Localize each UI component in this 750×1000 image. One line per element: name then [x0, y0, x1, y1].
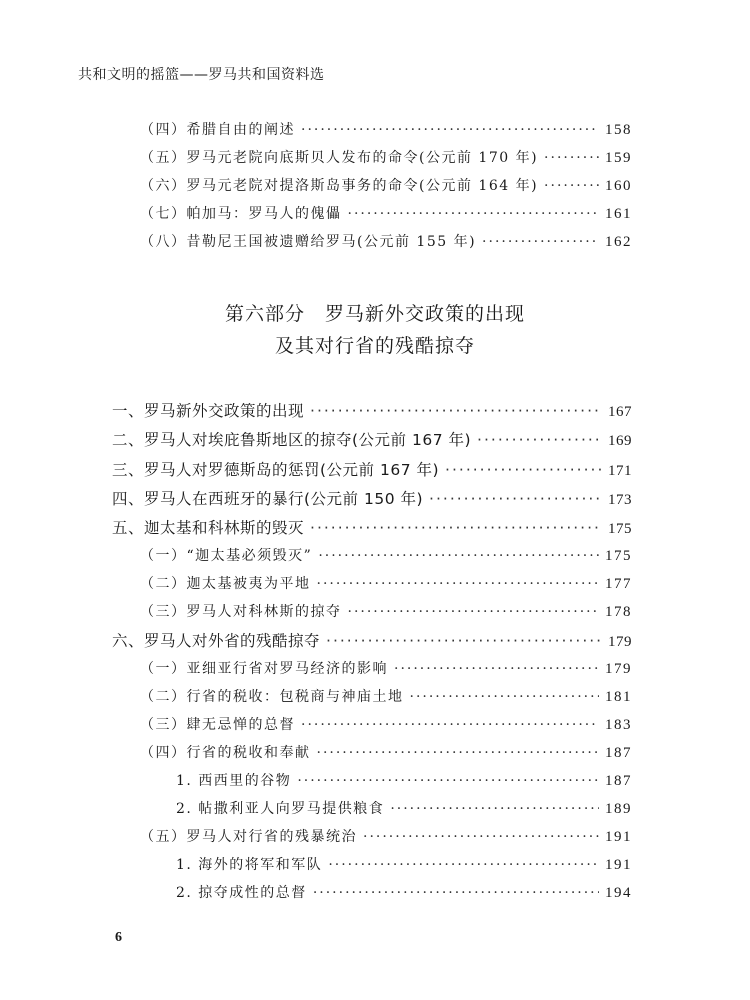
- toc-entry-page: 175: [608, 521, 632, 537]
- toc-entry: [176, 854, 632, 876]
- toc-entry-title: 2. 帖撒利亚人向罗马提供粮食: [176, 801, 385, 817]
- toc-entry-title: 六、罗马人对外省的残酷掠夺: [112, 632, 321, 650]
- toc-entry: [140, 203, 632, 225]
- toc-entry: [140, 601, 632, 623]
- toc-leader: [297, 773, 599, 789]
- toc-entry: [140, 658, 632, 680]
- toc-leader: [318, 548, 599, 564]
- toc-entry: [112, 487, 632, 509]
- toc-entry-page: 177: [605, 576, 632, 592]
- toc-leader: [310, 402, 602, 420]
- toc-entry-title: （三）罗马人对科林斯的掠夺: [140, 604, 342, 620]
- toc-entry-title: （五）罗马元老院向底斯贝人发布的命令(公元前 170 年): [140, 150, 539, 166]
- toc-leader: [328, 857, 599, 873]
- toc-entry-page: 191: [605, 829, 632, 845]
- toc-entry: [140, 147, 632, 169]
- toc-entry-title: 1. 西西里的谷物: [176, 773, 292, 789]
- page-number: 6: [115, 930, 122, 945]
- toc-entry-title: （八）昔勒尼王国被遗赠给罗马(公元前 155 年): [140, 234, 477, 250]
- toc-entry: [112, 428, 632, 450]
- running-head: 共和文明的摇篮——罗马共和国资料选: [78, 67, 325, 83]
- toc-entry-title: （六）罗马元老院对提洛斯岛事务的命令(公元前 164 年): [140, 178, 539, 194]
- toc-leader: [394, 661, 599, 677]
- toc-entry: [176, 798, 632, 820]
- toc-leader: [317, 576, 600, 592]
- toc-entry-page: 183: [605, 717, 632, 733]
- toc-entry: [140, 686, 632, 708]
- toc-leader: [410, 689, 600, 705]
- toc-leader: [348, 206, 600, 222]
- toc-leader: [326, 632, 602, 650]
- toc-entry-page: 169: [608, 433, 632, 449]
- toc-entry-page: 187: [605, 745, 632, 761]
- toc-entry: [176, 770, 632, 792]
- toc-entry-title: 2. 掠夺成性的总督: [176, 885, 307, 901]
- toc-entry-page: 173: [608, 492, 632, 508]
- toc-leader: [310, 519, 602, 537]
- toc-entry-title: （四）希腊自由的阐述: [140, 122, 295, 138]
- toc-entry-page: 179: [605, 661, 632, 677]
- toc-leader: [477, 431, 602, 449]
- toc-entry-page: 187: [605, 773, 632, 789]
- toc-entry-title: （七）帕加马：罗马人的傀儡: [140, 206, 342, 222]
- toc-leader: [544, 178, 599, 194]
- toc-entry-page: 189: [605, 801, 632, 817]
- toc-entry-title: （五）罗马人对行省的残暴统治: [140, 829, 357, 845]
- toc-entry-page: 179: [608, 634, 632, 650]
- toc-leader: [482, 234, 599, 250]
- toc-leader: [544, 150, 599, 166]
- toc-entry: [140, 573, 632, 595]
- toc-entry-title: 二、罗马人对埃庇鲁斯地区的掠夺(公元前 167 年): [112, 431, 472, 449]
- toc-entry-page: 171: [608, 463, 632, 479]
- toc-entry-title: 五、迦太基和科林斯的毁灭: [112, 519, 305, 537]
- toc-entry: [140, 175, 632, 197]
- toc-entry-page: 191: [605, 857, 632, 873]
- toc-entry-title: （二）行省的税收：包税商与神庙土地: [140, 689, 404, 705]
- toc-entry-title: 1. 海外的将军和军队: [176, 857, 323, 873]
- toc-entry-title: （一）亚细亚行省对罗马经济的影响: [140, 661, 388, 677]
- toc-entry: [176, 882, 632, 904]
- toc-leader: [301, 122, 599, 138]
- toc-leader: [429, 490, 602, 508]
- toc-leader: [313, 885, 599, 901]
- toc-entry-title: （二）迦太基被夷为平地: [140, 576, 311, 592]
- toc-entry: [140, 826, 632, 848]
- toc-entry-title: 一、罗马新外交政策的出现: [112, 402, 305, 420]
- toc-entry-page: 175: [605, 548, 632, 564]
- toc-leader: [445, 461, 602, 479]
- toc-entry: [112, 399, 632, 421]
- toc-entry-page: 161: [605, 206, 632, 222]
- toc-leader: [317, 745, 600, 761]
- toc-entry: [112, 629, 632, 651]
- toc-entry-title: （三）肆无忌惮的总督: [140, 717, 295, 733]
- toc-entry-page: 162: [605, 234, 632, 250]
- part-subtitle: 及其对行省的残酷掠夺: [274, 335, 475, 357]
- toc-entry-title: 三、罗马人对罗德斯岛的惩罚(公元前 167 年): [112, 461, 440, 479]
- toc-entry-page: 160: [605, 178, 632, 194]
- toc-entry-title: 四、罗马人在西班牙的暴行(公元前 150 年): [112, 490, 424, 508]
- toc-entry-title: （一）“迦太基必须毁灭”: [140, 548, 313, 564]
- toc-entry: [140, 545, 632, 567]
- toc-leader: [390, 801, 599, 817]
- toc-entry-page: 194: [605, 885, 632, 901]
- toc-entry: [140, 231, 632, 253]
- toc-entry-page: 178: [605, 604, 632, 620]
- toc-leader: [301, 717, 599, 733]
- toc-entry: [112, 516, 632, 538]
- toc-entry: [140, 119, 632, 141]
- toc-entry-page: 158: [605, 122, 632, 138]
- toc-entry: [140, 742, 632, 764]
- toc-entry: [140, 714, 632, 736]
- toc-entry-page: 167: [608, 404, 632, 420]
- toc-leader: [363, 829, 599, 845]
- toc-entry-page: 181: [605, 689, 632, 705]
- toc-entry: [112, 458, 632, 480]
- toc-entry-title: （四）行省的税收和奉献: [140, 745, 311, 761]
- part-title: 第六部分 罗马新外交政策的出现: [224, 303, 525, 325]
- toc-entry-page: 159: [605, 150, 632, 166]
- toc-leader: [348, 604, 600, 620]
